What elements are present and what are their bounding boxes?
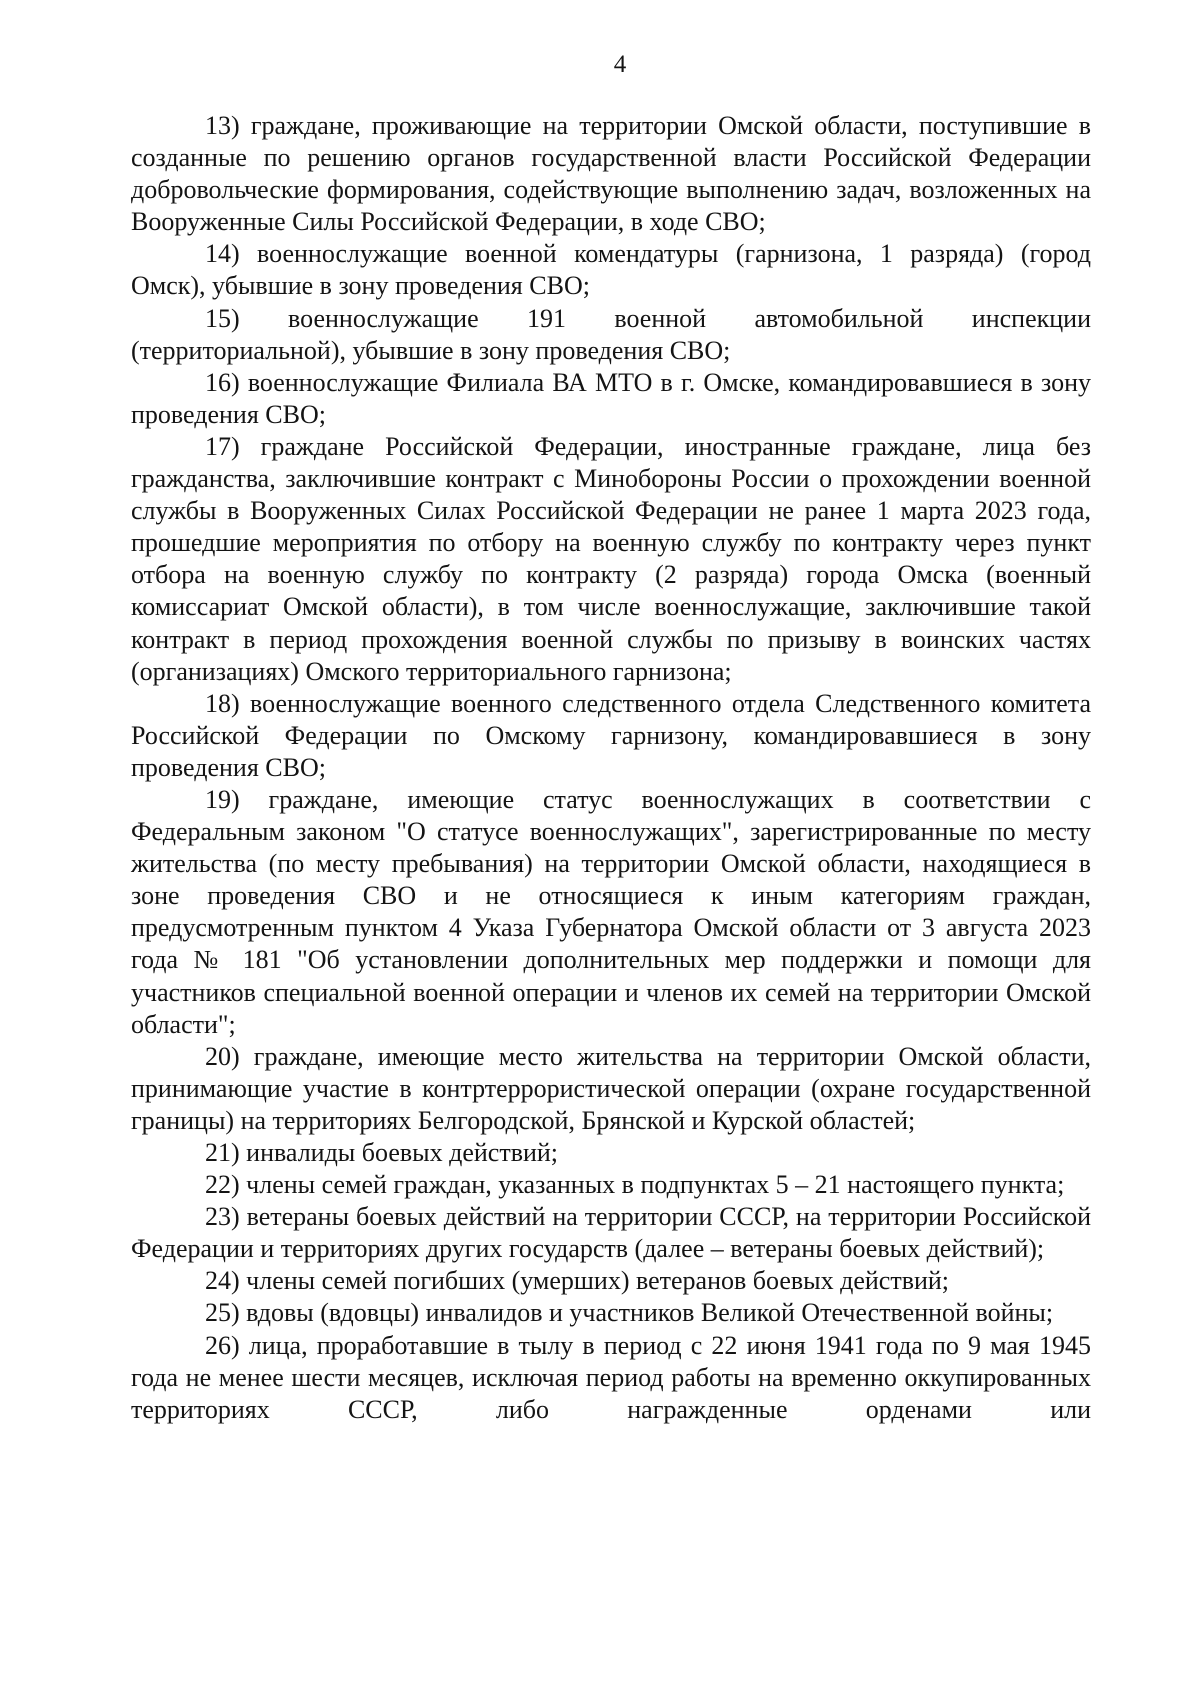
list-item-13: 13) граждане, проживающие на территории Омской области, поступившие в созданные по решению органов государственной власти Российской Федерации добровольческие формирования, содействующие выполнению задач, возложенных на Вооруженные Силы Российской Федерации, в ходе СВО; <box>131 111 1091 237</box>
list-body <box>131 110 1091 1426</box>
list-item-25: 25) вдовы (вдовцы) инвалидов и участников Великой Отечественной войны; <box>205 1298 1054 1328</box>
list-item-20: 20) граждане, имеющие место жительства на территории Омской области, принимающие участие в контртеррористической операции (охране государственной границы) на территориях Белгородской, Брянской и Курской областей; <box>131 1041 1091 1135</box>
list-item-21: 21) инвалиды боевых действий; <box>205 1138 559 1167</box>
list-item-17: 17) граждане Российской Федерации, иностранные граждане, лица без гражданства, заключившие контракт с Минобороны России о прохождении военной службы в Вооруженных Силах Российской Федерации не ранее 1 марта 2023 года, прошедшие мероприятия по отбору на военную службу по контракту через пункт отбора на военную службу по контракту (2 разряда) города Омска (военный комиссариат Омской области), в том числе военнослужащие, заключившие такой контракт в период прохождения военной службы по призыву в воинских частях (организациях) Омского территориального гарнизона; <box>131 431 1091 686</box>
list-item-24: 24) члены семей погибших (умерших) ветеранов боевых действий; <box>205 1266 950 1296</box>
list-item-16: 16) военнослужащие Филиала ВА МТО в г. Омске, командировавшиеся в зону проведения СВО; <box>131 367 1091 429</box>
page-number: 4 <box>613 51 627 78</box>
list-item-15: 15) военнослужащие 191 военной автомобильной инспекции (территориальной), убывшие в зону проведения СВО; <box>131 303 1091 365</box>
list-item-18: 18) военнослужащие военного следственного отдела Следственного комитета Российской Федерации по Омскому гарнизону, командировавшиеся в зону проведения СВО; <box>131 688 1091 782</box>
list-item-23: 23) ветераны боевых действий на территории СССР, на территории Российской Федерации и территориях других государств (далее – ветераны боевых действий); <box>131 1202 1091 1264</box>
list-item-19: 19) граждане, имеющие статус военнослужащих в соответствии с Федеральным законом "О статусе военнослужащих", зарегистрированные по месту жительства (по месту пребывания) на территории Омской области, находящиеся в зоне проведения СВО и не относящиеся к иным категориям граждан, предусмотренным пунктом 4 Указа Губернатора Омской области от 3 августа 2023 года № 181 "Об установлении дополнительных мер поддержки и помощи для участников специальной военной операции и членов их семей на территории Омской области"; <box>131 784 1091 1039</box>
list-item-14: 14) военнослужащие военной комендатуры (гарнизона, 1 разряда) (город Омск), убывшие в зону проведения СВО; <box>131 239 1091 301</box>
list-item-26: 26) лица, проработавшие в тылу в период с 22 июня 1941 года по 9 мая 1945 года не менее шести месяцев, исключая период работы на временно оккупированных территориях СССР, либо награжденные орденами или <box>131 1330 1091 1424</box>
list-item-22: 22) члены семей граждан, указанных в подпунктах 5 – 21 настоящего пункта; <box>205 1170 1065 1200</box>
